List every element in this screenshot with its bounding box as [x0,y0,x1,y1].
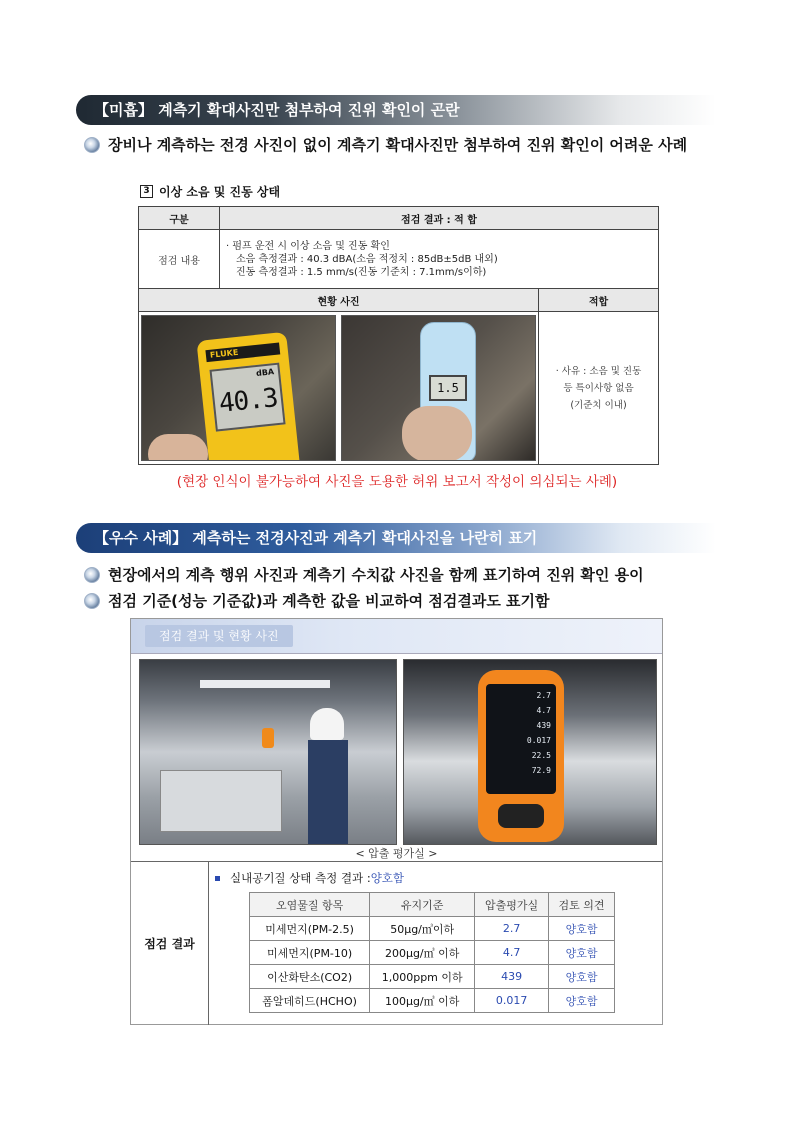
meter-reading: 40.3 [217,383,279,420]
review-opinion: 양호함 [549,941,615,965]
card-tab-label: 점검 결과 및 현황 사진 [145,625,293,647]
banner-insufficient-label: 【미흡】 계측기 확대사진만 첨부하여 진위 확인이 곤란 [94,101,460,119]
reason-line-3: (기준치 이내) [570,399,627,411]
section3-title [140,183,280,200]
row-label-inspection: 점검 내용 [139,230,220,289]
review-opinion: 양호함 [549,965,615,989]
hand-shape [402,406,472,461]
caption-suspected-fake: (현장 인식이 불가능하여 사진을 도용한 허위 보고서 작성이 의심되는 사례) [176,474,618,490]
ceiling-light [200,680,330,688]
table-row [250,989,615,1013]
sound-meter-photo [141,315,336,461]
bullet-insufficient-text: 장비나 계측하는 전경 사진이 없이 계측기 확대사진만 첨부하여 진위 확인이 어려운 사례 [108,136,688,154]
meter-display [209,363,285,432]
status-reason-cell [539,312,659,465]
hand-shape [148,434,208,461]
standard-value: 200μg/㎥ 이하 [370,941,475,965]
pollutant-name: 폼알데히드(HCHO) [250,989,370,1013]
inspection-card [130,618,663,1025]
section3-number: 3 [140,185,153,198]
bullet-dot-icon [84,567,100,583]
inspection-content [220,230,659,289]
pollutant-name: 이산화탄소(CO2) [250,965,370,989]
air-quality-table [249,892,615,1013]
review-opinion: 양호함 [549,989,615,1013]
measured-value: 439 [475,965,549,989]
table-header: 유지기준 [370,893,475,917]
card-header [131,619,662,654]
bullet-good-1 [84,564,644,585]
pollutant-name: 미세먼지(PM-2.5) [250,917,370,941]
bullet-insufficient [84,134,687,155]
table-row [250,965,615,989]
worker-body [308,740,348,844]
bullet-good-2 [84,590,550,611]
device-keypad [498,804,544,828]
device-reading: 72.9 [531,766,551,775]
measured-value: 2.7 [475,917,549,941]
table-row [250,941,615,965]
device-reading: 4.7 [536,706,551,715]
table-header: 오염물질 항목 [250,893,370,917]
machine-shape [160,770,282,832]
device-screen [486,684,556,794]
summary-prefix: 실내공기질 상태 측정 결과 : [230,871,371,885]
result-area [131,861,662,1025]
meter-unit: dBA [255,367,275,379]
banner-insufficient [76,95,716,125]
standard-value: 100μg/㎥ 이하 [370,989,475,1013]
bullet-dot-icon [84,137,100,153]
review-opinion: 양호함 [549,917,615,941]
photo-cell [139,312,539,465]
bullet-good-2-text: 점검 기준(성능 기준값)과 계측한 값을 비교하여 점검결과도 표기함 [108,592,550,610]
standard-value: 1,000ppm 이하 [370,965,475,989]
measured-value: 4.7 [475,941,549,965]
device-closeup-photo [403,659,657,845]
banner-good-practice-label: 【우수 사례】 계측하는 전경사진과 계측기 확대사진을 나란히 표기 [94,529,538,547]
worker-measuring-photo [139,659,397,845]
reason-line-1: · 사유 : 소음 및 진동 [555,365,642,377]
bullet-dot-icon [84,593,100,609]
section3-title-text: 이상 소음 및 진동 상태 [159,185,281,199]
measured-value: 0.017 [475,989,549,1013]
table-header: 압출평가실 [475,893,549,917]
vib-meter-reading: 1.5 [429,375,467,401]
table-header-row [250,893,615,917]
standard-value: 50μg/㎥이하 [370,917,475,941]
col-result-header: 점검 결과 : 적 합 [220,207,659,230]
device-body [478,670,564,842]
device-reading: 439 [536,721,551,730]
content-line-3: 진동 측정결과 : 1.5 mm/s(진동 기준치 : 7.1mm/s이하) [236,266,487,278]
device-reading: 2.7 [536,691,551,700]
table-header: 검토 의견 [549,893,615,917]
photo-caption: < 압출 평가실 > [355,847,438,860]
vibration-meter-photo [341,315,536,461]
banner-good-practice [76,523,716,553]
photo-header: 현황 사진 [139,289,539,312]
pollutant-name: 미세먼지(PM-10) [250,941,370,965]
content-line-2: 소음 측정결과 : 40.3 dBA(소음 적정치 : 85dB±5dB 내외) [236,253,498,265]
reason-line-2: 등 특이사항 없음 [563,382,634,394]
meter-brand: FLUKE [205,342,280,362]
summary-line [215,870,404,886]
square-bullet-icon [215,876,220,881]
col-category-header: 구분 [139,207,220,230]
device-reading: 22.5 [531,751,551,760]
device-reading: 0.017 [526,736,551,745]
status-header: 적합 [539,289,659,312]
result-label: 점검 결과 [131,862,209,1025]
bullet-good-1-text: 현장에서의 계측 행위 사진과 계측기 수치값 사진을 함께 표기하여 진위 확인 용이 [108,566,644,584]
content-line-1: · 펌프 운전 시 이상 소음 및 진동 확인 [226,240,390,252]
handheld-meter [262,728,274,748]
inspection-table [138,206,659,465]
summary-value: 양호함 [370,871,405,885]
helmet-shape [310,708,344,740]
meter-body [196,332,301,461]
table-row [250,917,615,941]
